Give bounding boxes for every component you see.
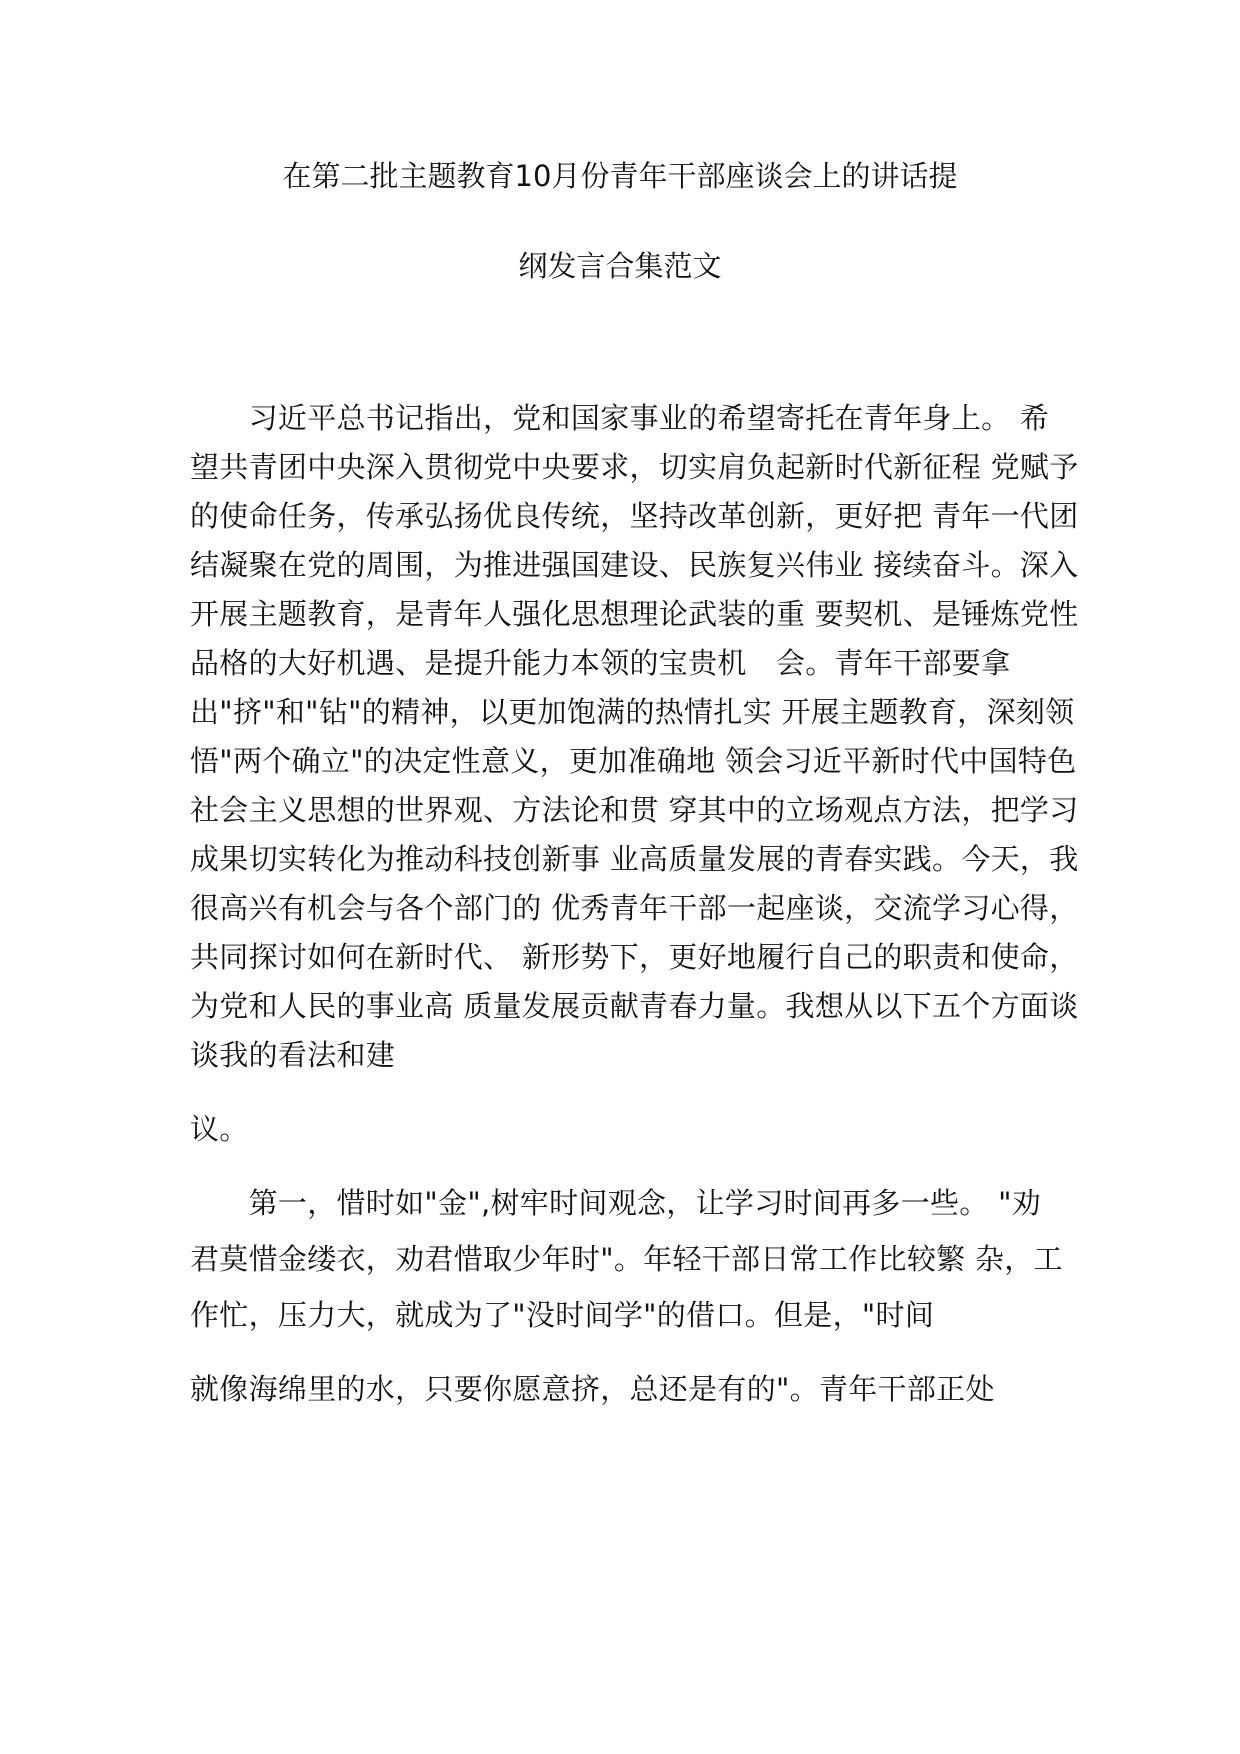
body-line-11: 很高兴有机会与各个部门的 优秀青年干部一起座谈，交流学习心得， bbox=[190, 891, 1079, 925]
body-line-4: 结凝聚在党的周围，为推进强国建设、民族复兴伟业 接续奋斗。深入 bbox=[190, 548, 1079, 582]
body-line-15: 议。 bbox=[190, 1112, 249, 1146]
body-line-9: 社会主义思想的世界观、方法论和贯 穿其中的立场观点方法，把学习 bbox=[190, 793, 1079, 827]
body-line-17: 君莫惜金缕衣，劝君惜取少年时"。年轻干部日常工作比较繁 杂，工 bbox=[190, 1242, 1063, 1276]
body-line-18: 作忙，压力大，就成为了"没时间学"的借口。但是，"时间 bbox=[190, 1298, 935, 1332]
body-line-19: 就像海绵里的水，只要你愿意挤，总还是有的"。青年干部正处 bbox=[190, 1372, 995, 1406]
body-line-3: 的使命任务，传承弘扬优良传统，坚持改革创新，更好把 青年一代团 bbox=[190, 499, 1079, 533]
body-line-10: 成果切实转化为推动科技创新事 业高质量发展的青春实践。今天，我 bbox=[190, 842, 1079, 876]
body-line-7: 出"挤"和"钻"的精神，以更加饱满的热情扎实 开展主题教育，深刻领 bbox=[190, 695, 1075, 729]
body-line-8: 悟"两个确立"的决定性意义，更加准确地 领会习近平新时代中国特色 bbox=[190, 744, 1077, 778]
body-line-5: 开展主题教育，是青年人强化思想理论武装的重 要契机、是锤炼党性 bbox=[190, 597, 1079, 631]
body-line-13: 为党和人民的事业高 质量发展贡献青春力量。我想从以下五个方面谈 bbox=[190, 989, 1079, 1023]
body-line-12: 共同探讨如何在新时代、 新形势下，更好地履行自己的职责和使命， bbox=[190, 940, 1079, 974]
document-title-line-1: 在第二批主题教育10月份青年干部座谈会上的讲话提 bbox=[282, 159, 958, 193]
body-line-1: 习近平总书记指出，党和国家事业的希望寄托在青年身上。 希 bbox=[190, 401, 1050, 435]
body-line-2: 望共青团中央深入贯彻党中央要求，切实肩负起新时代新征程 党赋予 bbox=[190, 450, 1079, 484]
body-line-14: 谈我的看法和建 bbox=[190, 1038, 396, 1072]
body-line-6: 品格的大好机遇、是提升能力本领的宝贵机 会。青年干部要拿 bbox=[190, 646, 1011, 680]
document-title-line-2: 纲发言合集范文 bbox=[518, 249, 722, 283]
body-line-16: 第一，惜时如"金",树牢时间观念，让学习时间再多一些。 "劝 bbox=[190, 1186, 1042, 1220]
